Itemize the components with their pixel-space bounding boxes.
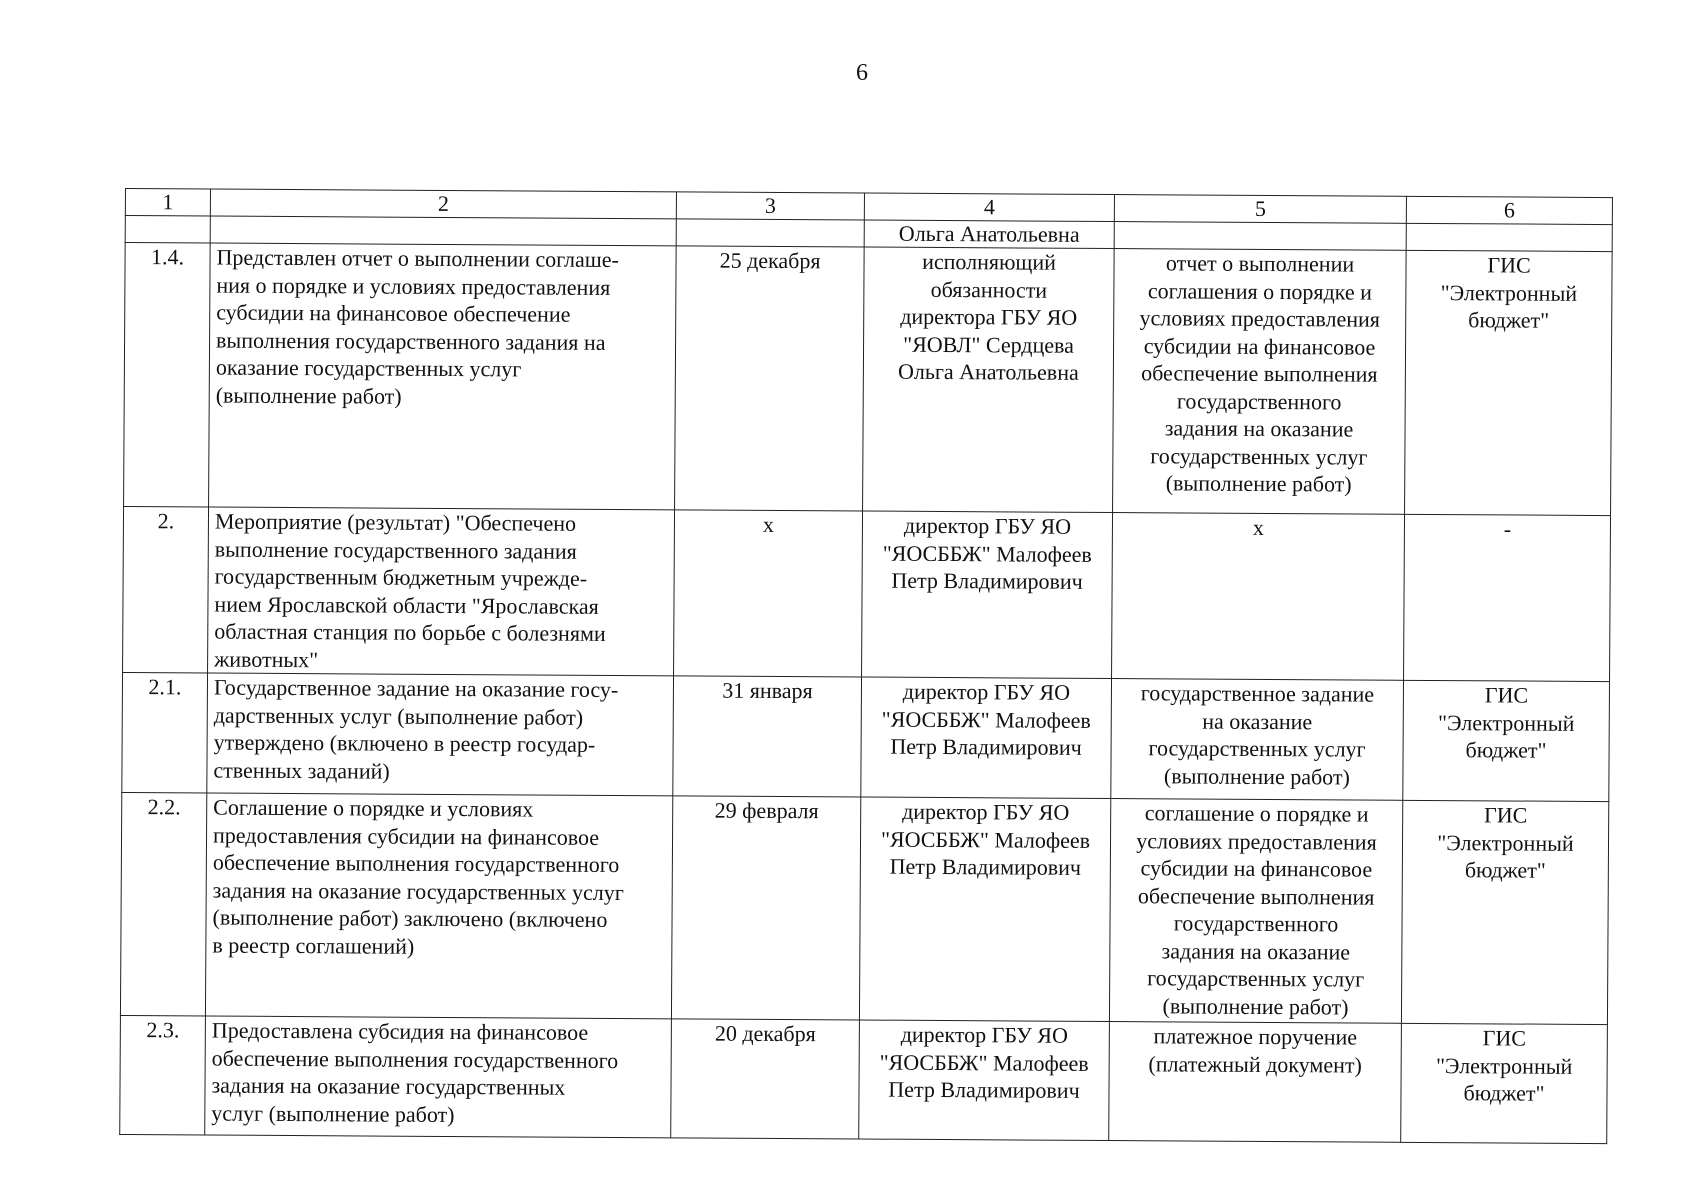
- cell-responsible: директор ГБУ ЯО "ЯОСББЖ" Малофеев Петр Владимирович: [862, 511, 1113, 679]
- header-cell: 2: [210, 189, 676, 219]
- table-row: [120, 1015, 1608, 1143]
- cell-system: -: [1404, 514, 1611, 681]
- cell-document: соглашение о порядке и условиях предоставления субсидии на финансовое обеспечение выполнения государственного задания на оказание государственных услуг (выполнение работ): [1109, 799, 1402, 1024]
- cell-document: х: [1112, 513, 1405, 681]
- cell-event: Представлен отчет о выполнении соглаше- ния о порядке и условиях предоставления субсидии на финансовое обеспечение выполнения государственного задания на оказание государственных услуг (выполнение работ): [209, 243, 677, 510]
- cell-num: 2.1.: [122, 672, 208, 793]
- header-cell: 1: [125, 189, 210, 217]
- cell-date: 29 февраля: [671, 796, 860, 1020]
- cell-system: ГИС "Электронный бюджет": [1401, 800, 1608, 1024]
- cell-system: ГИС "Электронный бюджет": [1405, 250, 1613, 515]
- cell-event: Соглашение о порядке и условиях предоставления субсидии на финансовое обеспечение выполнения государственного задания на оказание государственных услуг (выполнение работ) заключено (включено в реестр соглашений): [205, 793, 672, 1019]
- plan-table: [119, 188, 1613, 1144]
- cell-system: ГИС "Электронный бюджет": [1401, 1023, 1608, 1143]
- cell: [210, 216, 676, 246]
- cell-event: Мероприятие (результат) "Обеспечено выполнение государственного задания государственным бюджетным учрежде- нием Ярославской области "Ярославская областная станция по борьбе с болезнями животных": [208, 507, 675, 676]
- page-number: 6: [856, 60, 868, 86]
- cell-num: 2.3.: [120, 1015, 206, 1135]
- cell-date: 20 декабря: [671, 1019, 860, 1139]
- cell-responsible: директор ГБУ ЯО "ЯОСББЖ" Малофеев Петр Владимирович: [859, 1020, 1110, 1141]
- cell-responsible: директор ГБУ ЯО "ЯОСББЖ" Малофеев Петр Владимирович: [859, 797, 1110, 1022]
- cell-date: х: [674, 510, 863, 677]
- cell-date: 25 декабря: [675, 246, 865, 511]
- cell-document: платежное поручение (платежный документ): [1109, 1022, 1402, 1143]
- cell-date: 31 января: [673, 676, 862, 797]
- cell-num: 1.4.: [124, 243, 211, 508]
- cell: [676, 219, 864, 247]
- cell-num: 2.: [123, 506, 209, 673]
- cell-responsible: директор ГБУ ЯО "ЯОСББЖ" Малофеев Петр Владимирович: [861, 677, 1112, 799]
- header-cell: 3: [676, 192, 864, 220]
- header-cell: 6: [1406, 196, 1612, 224]
- table-row: [120, 792, 1608, 1024]
- table-row: [123, 506, 1611, 681]
- header-cell: 5: [1114, 195, 1406, 224]
- cell-responsible: Ольга Анатольевна: [864, 220, 1114, 249]
- table-row: [122, 672, 1610, 801]
- cell: [125, 216, 210, 244]
- cell-system: ГИС "Электронный бюджет": [1403, 680, 1610, 801]
- cell: [1114, 222, 1406, 251]
- cell-event: Государственное задание на оказание госу- дарственных услуг (выполнение работ) утверждено (включено в реестр государ- ственных заданий): [207, 673, 674, 796]
- cell-event: Предоставлена субсидия на финансовое обеспечение выполнения государственного задания на оказание государственных услуг (выполнение работ): [205, 1016, 672, 1138]
- cell-document: государственное задание на оказание государственных услуг (выполнение работ): [1111, 679, 1404, 801]
- cell-num: 2.2.: [120, 792, 206, 1016]
- cell: [1406, 223, 1612, 251]
- table-row: [124, 243, 1613, 516]
- cell-document: отчет о выполнении соглашения о порядке и условиях предоставления субсидии на финансовое обеспечение выполнения государственного задания на оказание государственных услуг (выполнение работ): [1113, 249, 1407, 515]
- cell-responsible: исполняющий обязанности директора ГБУ ЯО "ЯОВЛ" Сердцева Ольга Анатольевна: [863, 247, 1115, 513]
- header-cell: 4: [864, 193, 1114, 222]
